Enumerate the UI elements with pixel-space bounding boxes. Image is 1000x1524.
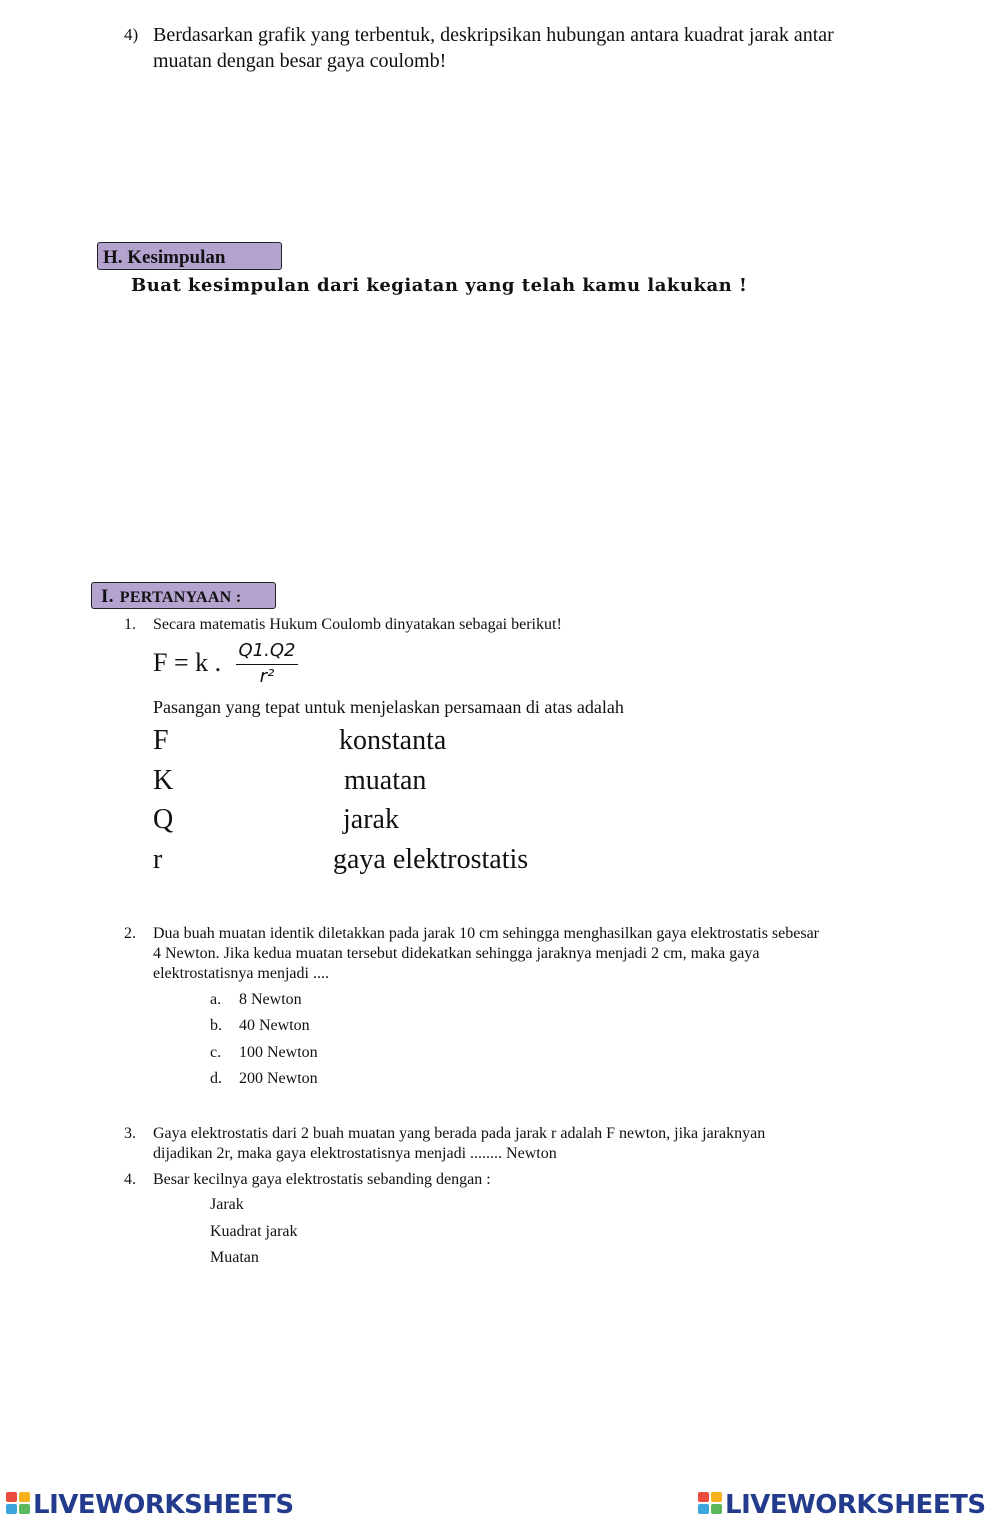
- q1-text: Secara matematis Hukum Coulomb dinyatakan sebagai berikut!: [153, 616, 562, 633]
- section-h-header: H. Kesimpulan: [97, 242, 282, 270]
- q3-line-2: dijadikan 2r, maka gaya elektrostatisnya menjadi ........ Newton: [153, 1145, 557, 1162]
- q2-option-b-letter: b.: [210, 1017, 222, 1034]
- q2-line-1: Dua buah muatan identik diletakkan pada jarak 10 cm sehingga menghasilkan gaya elektrostatis sebesar: [153, 925, 819, 942]
- q4b-option-jarak[interactable]: Jarak: [210, 1196, 244, 1213]
- q4b-option-muatan[interactable]: Muatan: [210, 1249, 259, 1266]
- formula-left: F = k .: [153, 648, 222, 677]
- q2-line-3: elektrostatisnya menjadi ....: [153, 965, 329, 982]
- pair-right-muatan[interactable]: muatan: [344, 765, 427, 796]
- q4b-option-kuadrat-jarak[interactable]: Kuadrat jarak: [210, 1223, 298, 1240]
- section-i-letter: I.: [101, 586, 114, 607]
- formula-denominator: r²: [259, 666, 275, 687]
- q1-instruction: Pasangan yang tepat untuk menjelaskan persamaan di atas adalah: [153, 697, 624, 717]
- pair-left-k[interactable]: K: [153, 765, 174, 796]
- pair-left-q[interactable]: Q: [153, 804, 174, 835]
- pair-right-jarak[interactable]: jarak: [343, 804, 399, 835]
- q2-option-d[interactable]: 200 Newton: [239, 1070, 318, 1087]
- q4b-text: Besar kecilnya gaya elektrostatis sebanding dengan :: [153, 1171, 491, 1188]
- conclusion-instruction: Buat kesimpulan dari kegiatan yang telah kamu lakukan !: [131, 275, 748, 296]
- q2-option-a[interactable]: 8 Newton: [239, 991, 302, 1008]
- q4b-number: 4.: [124, 1171, 136, 1188]
- question-4-text: Berdasarkan grafik yang terbentuk, deskripsikan hubungan antara kuadrat jarak antar muatan dengan besar gaya coulomb!: [153, 24, 834, 72]
- liveworksheets-mark-icon: [6, 1492, 32, 1516]
- section-i-header: [91, 582, 276, 609]
- formula-numerator: Q1.Q2: [236, 640, 298, 665]
- question-4-number: 4): [124, 25, 139, 44]
- liveworksheets-logo-left: [6, 1490, 294, 1520]
- q3-number: 3.: [124, 1125, 136, 1142]
- section-i-title: PERTANYAAN :: [119, 589, 242, 606]
- q2-number: 2.: [124, 925, 136, 942]
- logo-left-text: LIVEWORKSHEETS: [33, 1490, 294, 1520]
- liveworksheets-mark-icon: [698, 1492, 724, 1516]
- q2-option-c[interactable]: 100 Newton: [239, 1044, 318, 1061]
- pair-left-r[interactable]: r: [153, 844, 163, 875]
- pair-right-konstanta[interactable]: konstanta: [339, 725, 447, 756]
- logo-right-text: LIVEWORKSHEETS: [725, 1490, 986, 1520]
- liveworksheets-logo-right: [698, 1490, 986, 1520]
- formula-fraction: [236, 640, 298, 689]
- pair-right-gaya-elektrostatis[interactable]: gaya elektrostatis: [333, 844, 529, 875]
- q2-option-b[interactable]: 40 Newton: [239, 1017, 310, 1034]
- q1-number: 1.: [124, 616, 136, 633]
- q2-option-d-letter: d.: [210, 1070, 222, 1087]
- q2-option-a-letter: a.: [210, 991, 222, 1008]
- q2-option-c-letter: c.: [210, 1044, 222, 1061]
- pair-left-f[interactable]: F: [153, 725, 169, 756]
- q2-line-2: 4 Newton. Jika kedua muatan tersebut didekatkan sehingga jaraknya menjadi 2 cm, maka gaya: [153, 945, 760, 962]
- q3-line-1: Gaya elektrostatis dari 2 buah muatan yang berada pada jarak r adalah F newton, jika jaraknyan: [153, 1125, 766, 1142]
